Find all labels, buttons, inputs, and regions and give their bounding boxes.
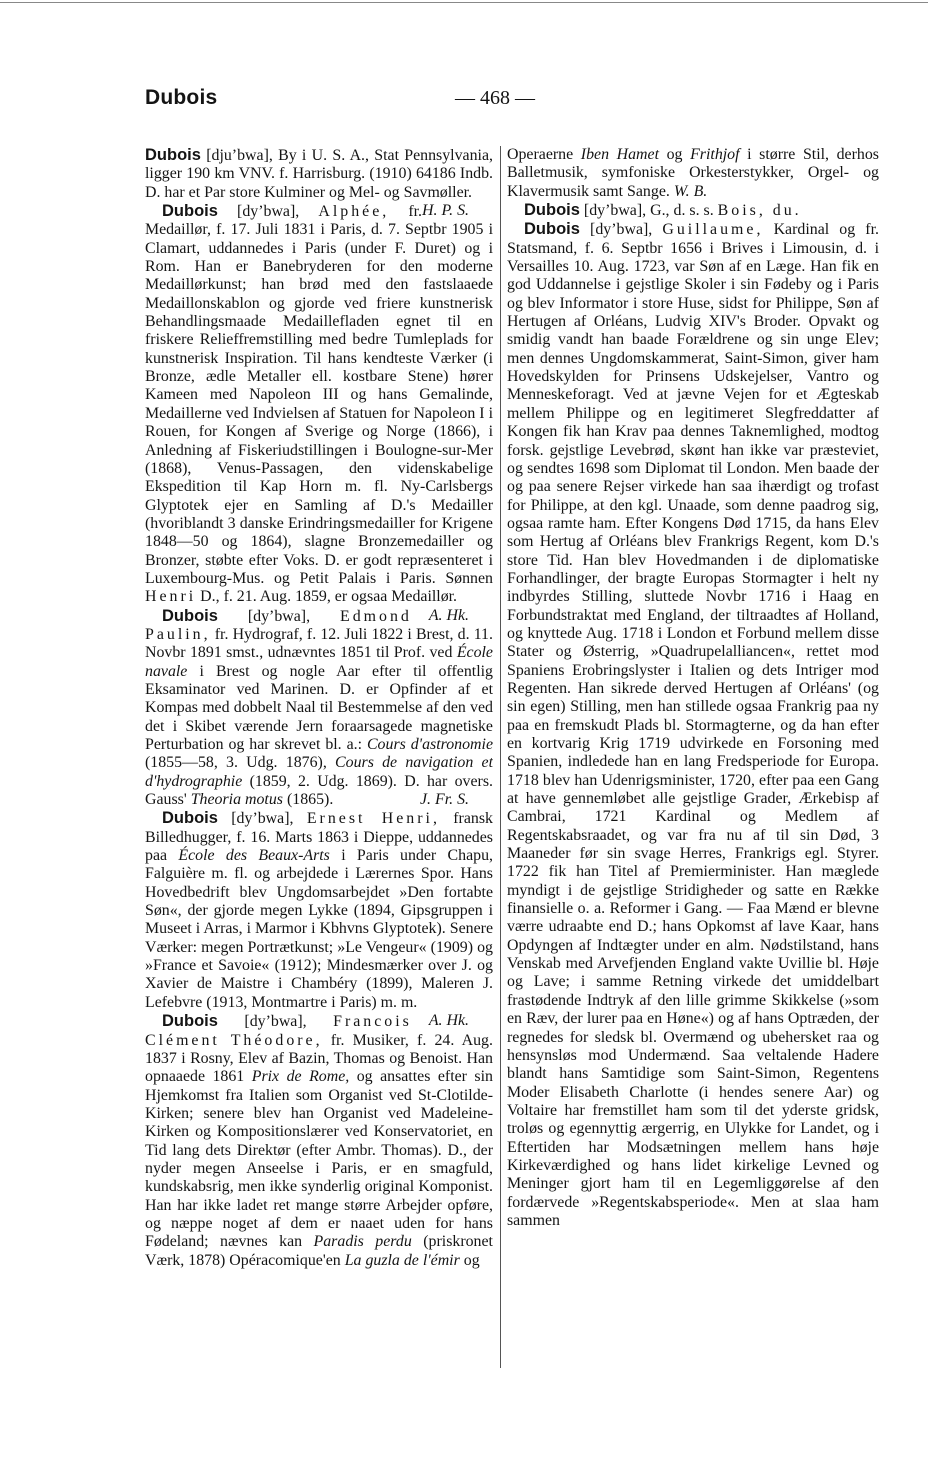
entry-dubois-guillaume (507, 220, 879, 1230)
entry-text: i Brest og nogle Aar efter til offentlig Eksaminator ved Marinen. D. er Opfinder af et Kompas med dobbelt Naal til Bestemmelse af den ved det i Skibet værende Jern foraarsagede magnetiske Perturbation og har skrevet bl. a.: (145, 662, 493, 753)
entry-person-name: Guillaume, (662, 221, 764, 239)
entry-dubois-ernest (145, 809, 493, 1030)
entry-text: (priskronet Værk, 1878) Opéracomique'en (145, 1233, 493, 1269)
entry-headword: Dubois (162, 606, 218, 625)
entry-text: fr. Medaillør, f. 17. Juli 1831 i Paris, d. 7. Septbr 1905 i Clamart, uddannedes i Paris (under F. Duret) og i Rom. Han er Banebryderen for den moderne Medaillørkunst; han brød med den fastslaaede Medaillonskablon og gjorde ved friere kunstnerisk Behandlingsmaade Medaillefladen egnet til en friskere Relieffremstilling med bedre Tumleplads for kunstnerisk Inspiration. Til hans kendteste Værker (i Bronze, ædle Metaller ell. kostbare Stene) hører Kameen med Napoleon III og hans Gemalinde, Medaillerne ved Indvielsen af Statuen for Napoleon I i Rouen, for Kongen af Sverige og Norge (1866), i Anledning af Fiskeriudstillingen i Boulogne-sur-Mer (1868), Venus-Passagen, den videnskabelige Ekspedition til Kap Horn m. fl. Ny-Carlsbergs Glyptotek ejer en Samling af D.'s Medailler (hvoriblandt 3 danske Erindringsmedailler for Krigene 1848—50 og 1864), slagne Bronzemedailler og Bronzer, støbte efter Voks. D. er godt repræsenteret i Luxembourg-Mus. og Petit Palais i Paris. Sønnen (145, 203, 493, 587)
entry-pronunciation: [dyʼbwa], (583, 202, 647, 220)
entry-pronunciation: [dyʼbwa], (237, 203, 300, 221)
author-signature: A. Hk. (428, 1012, 469, 1030)
entry-text: Kardinal og fr. Statsmand, f. 6. Septbr 1656 i Brives i Limousin, d. i Versailles 10. Aug. 1723, var Søn af en Læge. Han fik en god Uddannelse i gejstlige Skoler i sin Fødeby og i Paris og blev Informator i store Huse, sidst for Philippe, Søn af Hertugen af Orléans, Ludvig XIV's Broder. Opvakt og smidig vandt han baade Forældrene og sin unge Elev; men dennes Ungdomskammerat, Saint-Simon, giver ham Hovedskylden for Prinsens Udskejelser, Vantro og Menneskeforagt. Ved at jævne Vejen for et Ægteskab mellem Philippe og en legitimeret Slegfreddatter af Kongen fik han Krav paa dennes Taknemlighed, modtog forsk. gejstlige Levebrød, skønt han ikke var præsteviet, og sendtes 1698 som Diplomat til London. Men baade der og paa senere Rejser virkede han saa ihærdigt og trofast for Philippe, at den kgl. Unaade, som denne paadrog sig, ogsaa ramte ham. Efter Kongens Død 1715, da hans Elev som Hertug af Orléans blev Frankrigs Regent, kom D.'s store Tid. Han blev Hovedmanden i de diplomatiske Forhandlinger, der bragte Europas Stormagter i helt ny indbyrdes Stilling, sluttede Novbr 1716 i Haag en Forbundstraktat med England, der tiltraadtes af Holland, og knyttede Aug. 1718 i London et Forbund mellem disse Stater og Østerrig, »Quadrupelalliancen«, rettet mod Spaniens Erobringslyster i Italien og dets Intriger mod Regenten. Han sikrede derved Hertugen af Orléans' (og sin egen) Stilling, men han stillede ogsaa Frankrig paa ny paa en fremskudt Plads bl. Stormagterne, og da han efter en kortvarig Krig 1719 udvirkede en Forsoning med Spanien, indledede han en lang Fredsperiode for Europa. 1718 blev han Udenrigsminister, 1720, efter paa een Gang at have gennemløbet alle gejstlige Grader, Ærkebisp af Cambrai, 1721 Kardinal og Medlem af Regentskabsraadet, og var fra nu af til sin Død, 3 Maaneder før sin svage Herres, Frankrigs egl. Styrer. 1722 fik han Titel af Premierminister. Han mæglede myndigt i de gejstlige Stridigheder og satte en Række finansielle o. a. Reformer i Gang. — Faa Mænd er blevne værre udraabte end D.; hans Opkomst af lave Kaar, hans Opdyngen af Indtægter under en alm. Nødstilstand, hans Venskab med Arvefjenden England vakte Uvillie bl. Høje og Lave; i samme Retning virkede det umiddelbart frastødende Indtryk af den lille grimme Skikkelse (»som en Ræv, der lurer paa en Høne«) og af hans Optræden, der regnedes for sledsk bl. Overmænd og ubehersket raa og hensynsløs mod Undermænd. Saa veltalende Hadere blandt hans Samtidige som Saint-Simon, Regentens Moder Elisabeth Charlotte (i hendes senere Aar) og Voltaire har fremstillet ham som til det yderste gridsk, troløs og egennyttig ærgerrig, en Ulykke for Landet, og i Eftertiden har Modsætningen mellem hans høje Kirkeværdighed og hans lidet kirkelige Levned og Meninger gjort ham til en Legemliggørelse af den fordærvede »Regentskabsperiode«. Men at slaa ham sammen (507, 221, 879, 1229)
entry-person-name: Edmond Paulin, (145, 607, 412, 643)
entry-person-name: Ernest Henri, (306, 810, 440, 828)
entry-pronunciation: [dyʼbwa], (247, 607, 311, 625)
entry-title-italic: École des Beaux-Arts (178, 847, 330, 865)
entry-dubois-francois (145, 1012, 493, 1270)
entry-text: fr. Hydrograf, f. 12. Juli 1822 i Brest, d. 11. Novbr 1891 smst., udnævntes 1851 til Prof. ved (145, 625, 493, 662)
author-signature: J. Fr. S. (420, 791, 469, 809)
entry-pronunciation: [dyʼbwa], (590, 221, 653, 239)
author-signature: W. B. (673, 182, 708, 200)
entry-text: og (666, 146, 683, 163)
entry-pronunciation: [dyʼbwa], (231, 810, 294, 828)
entry-text: Operaerne (507, 146, 574, 163)
entry-title-italic: Prix de Rome, (251, 1068, 350, 1086)
right-column (507, 146, 879, 1374)
entry-text: og ansattes efter sin Hjemkomst fra Italien som Organist ved St-Clotilde-Kirken; senere blev han Organist ved Madeleine-Kirken og Kompositionslærer ved Konservatoriet, en Tid lang dets Direktør (efter Ambr. Thomas). D., der nyder megen Anseelse i Paris, er en smagfuld, kundskabsrig, men ikke synderlig original Komponist. Han har ikke ladet ret mange større Arbejder opføre, og næppe noget af dem er naaet uden for hans Fødeland; nævnes kan (145, 1068, 493, 1251)
entry-text: [djuʼbwa], By i U. S. A., Stat Pennsylvania, ligger 190 km VNV. f. Harrisburg. (1910) 64186 Indb. D. har et Par store Kulminer og Mel- og Savmøller. (145, 147, 493, 201)
entry-dubois-francois-continued (507, 146, 879, 201)
entry-text: G., d. s. s. (650, 202, 714, 220)
entry-text: (1865). (286, 791, 334, 809)
entry-dubois-edmond (145, 607, 493, 810)
entry-title-italic: La guzla de l'émir (344, 1251, 460, 1269)
entry-title-italic: École navale (145, 644, 493, 680)
entry-title-italic: Iben Hamet (580, 146, 659, 163)
entry-cross-reference: Bois, du. (717, 202, 802, 220)
entry-headword: Dubois (145, 146, 201, 164)
column-divider (500, 146, 501, 1368)
entry-text: fr. Musiker, f. 24. Aug. 1837 i Rosny, Elev af Bazin, Thomas og Benoist. Han opnaaede 1861 (145, 1031, 493, 1086)
entry-text: fransk Billedhugger, f. 16. Marts 1863 i Dieppe, uddannedes paa (145, 810, 493, 865)
entry-headword: Dubois (162, 1012, 218, 1031)
author-signature: A. Hk. (428, 606, 469, 624)
author-signature: H. P. S. (422, 202, 469, 220)
running-head-word: Dubois (145, 86, 218, 109)
entry-dubois-alphee (145, 202, 493, 624)
entry-headword: Dubois (162, 809, 218, 828)
left-column (145, 146, 493, 1374)
entry-headword: Dubois (524, 201, 580, 220)
entry-title-italic: Frithjof (690, 146, 740, 163)
entry-title-italic: Cours de navigation et d'hydrographie (145, 754, 493, 790)
top-rule (0, 2, 928, 3)
entry-text: (1855—58, 3. Udg. 1876), (145, 754, 327, 772)
entry-text: i større Stil, derhos Balletmusik, symfoniske Orkesterstykker, Orgel- og Klavermusik samt Sange. (507, 146, 879, 200)
entry-text: (1859, 2. Udg. 1869). D. har overs. Gauss' (145, 772, 493, 809)
entry-title-italic: Cours d'astronomie (366, 736, 493, 753)
page-number: — 468 — (455, 87, 535, 109)
entry-headword: Dubois (524, 220, 580, 239)
entry-headword: Dubois (162, 202, 218, 221)
entry-person-name: Alphée, (318, 203, 390, 221)
entry-title-italic: Paradis perdu (313, 1233, 412, 1251)
entry-text-end: D., f. 21. Aug. 1859, er ogsaa Medaillør. (200, 588, 458, 606)
entry-dubois-g (507, 201, 879, 220)
entry-text: i Paris under Chapu, Falguière m. fl. og arbejdede i Lærernes Spor. Hans Hovedbedrift blev Ungdomsarbejdet »Den fortabte Søn«, der gjorde megen Lykke (1894, Gipsgruppen i Museet i Arras, i Marmor i Kbhvns Glyptotek). Senere Værker: megen Portrætkunst; »Le Vengeur« (1909) og »France et Savoie« (1912); Mindesmærker over J. og Xavier de Maistre i Chambéry (1899), Maleren J. Lefebvre (1913, Montmartre i Paris) m. m. (145, 847, 493, 1011)
entry-son-name: Henri (145, 588, 197, 606)
entry-title-italic: Theoria motus (190, 791, 283, 809)
entry-text: og (463, 1251, 480, 1269)
entry-person-name: Francois Clément Théodore, (145, 1013, 412, 1049)
entry-pronunciation: [dyʼbwa], (244, 1013, 307, 1031)
